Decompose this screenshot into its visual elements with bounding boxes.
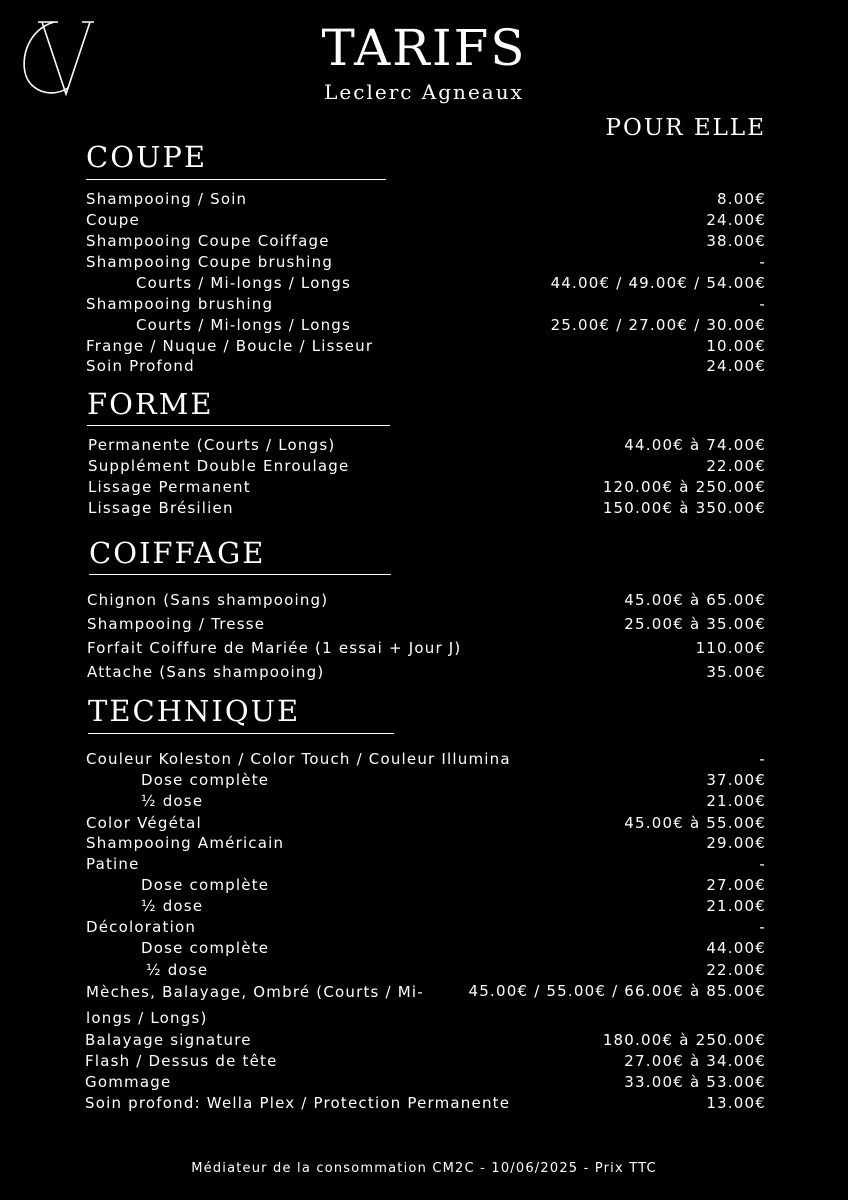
service-label: Soin profond: Wella Plex / Protection Permanente (85, 1094, 511, 1112)
service-price: 25.00€ / 27.00€ / 30.00€ (550, 316, 766, 334)
service-price: - (759, 855, 766, 873)
service-label: Color Végétal (86, 814, 202, 832)
service-price: - (759, 295, 766, 313)
service-label: Gommage (85, 1073, 172, 1091)
section-title-forme: FORME (87, 387, 214, 421)
section-divider (88, 733, 394, 734)
section-title-coiffage: COIFFAGE (89, 536, 266, 570)
price-row (86, 336, 766, 357)
service-price: 10.00€ (706, 337, 766, 355)
service-price: 110.00€ (695, 639, 766, 657)
price-row (87, 638, 766, 659)
price-row (86, 938, 766, 959)
service-label: ½ dose (141, 792, 204, 810)
price-row (88, 435, 766, 456)
service-label: ½ dose (146, 961, 209, 979)
price-row (86, 875, 766, 896)
service-label: Dose complète (141, 771, 270, 789)
service-label: Permanente (Courts / Longs) (88, 436, 336, 454)
price-row (86, 770, 766, 791)
service-label: Frange / Nuque / Boucle / Lisseur (86, 337, 374, 355)
price-row (86, 252, 766, 273)
price-row (86, 896, 766, 917)
service-price: 29.00€ (706, 834, 766, 852)
service-price: - (759, 918, 766, 936)
service-price: 21.00€ (706, 792, 766, 810)
service-label: Attache (Sans shampooing) (87, 663, 325, 681)
page-title: TARIFS (321, 19, 527, 77)
service-label: Dose complète (141, 939, 270, 957)
service-label: Décoloration (86, 918, 197, 936)
price-row (88, 477, 766, 498)
service-price: 24.00€ (706, 211, 766, 229)
price-row (88, 456, 766, 477)
service-label: Coupe (86, 211, 140, 229)
service-price: - (759, 253, 766, 271)
service-label: Shampooing Américain (86, 834, 285, 852)
price-row (86, 356, 766, 377)
service-price: 22.00€ (706, 961, 766, 979)
service-label: Couleur Koleston / Color Touch / Couleur Illumina (86, 750, 511, 768)
service-price: 38.00€ (706, 232, 766, 250)
service-price: 45.00€ / 55.00€ / 66.00€ à 85.00€ (468, 982, 766, 1000)
price-row (86, 981, 766, 1033)
service-label: ½ dose (141, 897, 204, 915)
audience-label: POUR ELLE (605, 115, 766, 141)
price-row (86, 854, 766, 875)
service-price: 37.00€ (706, 771, 766, 789)
service-price: 22.00€ (706, 457, 766, 475)
service-price: 21.00€ (706, 897, 766, 915)
service-label: Balayage signature (85, 1031, 252, 1049)
price-row (87, 590, 766, 611)
service-label: Courts / Mi-longs / Longs (136, 274, 352, 292)
service-price: 8.00€ (717, 190, 766, 208)
service-price: 13.00€ (706, 1094, 766, 1112)
service-price: 25.00€ à 35.00€ (624, 615, 766, 633)
price-row (87, 662, 766, 683)
section-divider (86, 179, 386, 180)
price-row (86, 791, 766, 812)
service-price: 35.00€ (706, 663, 766, 681)
section-title-technique: TECHNIQUE (88, 694, 301, 728)
service-price: 45.00€ à 65.00€ (624, 591, 766, 609)
service-label: Shampooing Coupe Coiffage (86, 232, 330, 250)
service-price: - (759, 750, 766, 768)
service-label: Mèches, Balayage, Ombré (Courts / Mi-longs / Longs) (86, 983, 424, 1027)
service-price: 120.00€ à 250.00€ (602, 478, 766, 496)
price-row (86, 917, 766, 938)
service-label: Shampooing / Soin (86, 190, 248, 208)
price-row (86, 813, 766, 834)
price-row (87, 614, 766, 635)
service-price: 45.00€ à 55.00€ (624, 814, 766, 832)
section-divider (87, 425, 390, 426)
price-row (85, 1093, 766, 1114)
service-label: Lissage Permanent (88, 478, 251, 496)
price-row (86, 960, 766, 981)
service-label: Supplément Double Enroulage (88, 457, 350, 475)
price-row (86, 189, 766, 210)
price-row (86, 294, 766, 315)
footer-note: Médiateur de la consommation CM2C - 10/06/2025 - Prix TTC (191, 1161, 657, 1176)
price-row (86, 833, 766, 854)
price-row (86, 210, 766, 231)
service-label: Shampooing / Tresse (87, 615, 266, 633)
salon-name: Leclerc Agneaux (324, 80, 524, 104)
service-price: 150.00€ à 350.00€ (602, 499, 766, 517)
service-price: 27.00€ à 34.00€ (624, 1052, 766, 1070)
service-price: 24.00€ (706, 357, 766, 375)
price-row (86, 749, 766, 770)
price-row (86, 315, 766, 336)
service-label: Patine (86, 855, 140, 873)
price-row (85, 1051, 766, 1072)
service-price: 180.00€ à 250.00€ (602, 1031, 766, 1049)
price-row (85, 1030, 766, 1051)
price-row (85, 1072, 766, 1093)
service-label: Shampooing Coupe brushing (86, 253, 334, 271)
service-label: Shampooing brushing (86, 295, 274, 313)
section-title-coupe: COUPE (86, 140, 208, 174)
service-label: Flash / Dessus de tête (85, 1052, 278, 1070)
price-row (86, 273, 766, 294)
price-row (88, 498, 766, 519)
service-label: Courts / Mi-longs / Longs (136, 316, 352, 334)
service-label: Chignon (Sans shampooing) (87, 591, 329, 609)
service-price: 33.00€ à 53.00€ (624, 1073, 766, 1091)
service-label: Dose complète (141, 876, 270, 894)
service-price: 44.00€ / 49.00€ / 54.00€ (550, 274, 766, 292)
service-price: 44.00€ (706, 939, 766, 957)
service-price: 44.00€ à 74.00€ (624, 436, 766, 454)
price-row (86, 231, 766, 252)
service-price: 27.00€ (706, 876, 766, 894)
service-label: Lissage Brésilien (88, 499, 234, 517)
service-label: Forfait Coiffure de Mariée (1 essai + Jour J) (87, 639, 462, 657)
section-divider (89, 574, 391, 575)
service-label: Soin Profond (86, 357, 195, 375)
